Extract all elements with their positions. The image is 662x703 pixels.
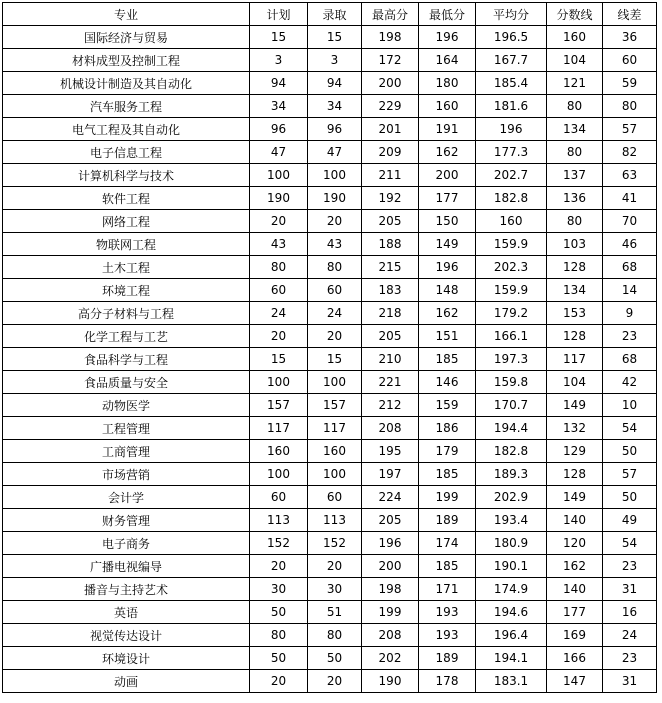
- cell-min-score: 162: [419, 302, 476, 325]
- cell-max-score: 208: [362, 624, 419, 647]
- cell-avg-score: 196.4: [476, 624, 547, 647]
- cell-diff: 9: [603, 302, 657, 325]
- cell-cutoff: 121: [547, 72, 603, 95]
- cell-admitted: 43: [308, 233, 362, 256]
- cell-min-score: 189: [419, 647, 476, 670]
- cell-diff: 68: [603, 256, 657, 279]
- cell-max-score: 229: [362, 95, 419, 118]
- cell-admitted: 20: [308, 325, 362, 348]
- cell-major: 财务管理: [3, 509, 250, 532]
- cell-min-score: 178: [419, 670, 476, 693]
- cell-avg-score: 202.7: [476, 164, 547, 187]
- cell-admitted: 15: [308, 348, 362, 371]
- cell-diff: 23: [603, 555, 657, 578]
- cell-cutoff: 128: [547, 256, 603, 279]
- cell-plan: 190: [250, 187, 308, 210]
- cell-diff: 60: [603, 49, 657, 72]
- cell-plan: 30: [250, 578, 308, 601]
- cell-avg-score: 185.4: [476, 72, 547, 95]
- cell-plan: 100: [250, 463, 308, 486]
- cell-plan: 100: [250, 164, 308, 187]
- table-row: [3, 256, 657, 279]
- cell-diff: 50: [603, 440, 657, 463]
- header-cutoff: 分数线: [547, 3, 603, 26]
- cell-major: 环境设计: [3, 647, 250, 670]
- cell-diff: 63: [603, 164, 657, 187]
- table-row: [3, 325, 657, 348]
- cell-major: 播音与主持艺术: [3, 578, 250, 601]
- cell-cutoff: 129: [547, 440, 603, 463]
- table-row: [3, 555, 657, 578]
- cell-avg-score: 159.9: [476, 279, 547, 302]
- cell-avg-score: 194.6: [476, 601, 547, 624]
- cell-plan: 34: [250, 95, 308, 118]
- cell-min-score: 196: [419, 256, 476, 279]
- cell-max-score: 205: [362, 325, 419, 348]
- cell-cutoff: 153: [547, 302, 603, 325]
- cell-admitted: 80: [308, 256, 362, 279]
- cell-max-score: 188: [362, 233, 419, 256]
- cell-major: 工程管理: [3, 417, 250, 440]
- cell-diff: 31: [603, 670, 657, 693]
- cell-avg-score: 194.4: [476, 417, 547, 440]
- cell-cutoff: 80: [547, 141, 603, 164]
- cell-max-score: 221: [362, 371, 419, 394]
- admission-score-table: [2, 2, 657, 693]
- cell-max-score: 196: [362, 532, 419, 555]
- table-row: [3, 210, 657, 233]
- cell-cutoff: 128: [547, 463, 603, 486]
- cell-admitted: 24: [308, 302, 362, 325]
- cell-admitted: 3: [308, 49, 362, 72]
- cell-avg-score: 170.7: [476, 394, 547, 417]
- table-row: [3, 49, 657, 72]
- cell-major: 机械设计制造及其自动化: [3, 72, 250, 95]
- table-row: [3, 670, 657, 693]
- cell-max-score: 211: [362, 164, 419, 187]
- cell-cutoff: 160: [547, 26, 603, 49]
- cell-major: 软件工程: [3, 187, 250, 210]
- cell-diff: 54: [603, 532, 657, 555]
- cell-min-score: 148: [419, 279, 476, 302]
- cell-diff: 57: [603, 463, 657, 486]
- cell-min-score: 174: [419, 532, 476, 555]
- cell-admitted: 60: [308, 279, 362, 302]
- header-major: 专业: [3, 3, 250, 26]
- cell-cutoff: 104: [547, 371, 603, 394]
- cell-major: 市场营销: [3, 463, 250, 486]
- table-row: [3, 440, 657, 463]
- cell-avg-score: 196: [476, 118, 547, 141]
- cell-min-score: 196: [419, 26, 476, 49]
- table-row: [3, 164, 657, 187]
- cell-min-score: 193: [419, 624, 476, 647]
- cell-min-score: 151: [419, 325, 476, 348]
- cell-diff: 49: [603, 509, 657, 532]
- table-row: [3, 509, 657, 532]
- score-table-container: [2, 2, 657, 693]
- cell-avg-score: 196.5: [476, 26, 547, 49]
- cell-major: 视觉传达设计: [3, 624, 250, 647]
- cell-diff: 70: [603, 210, 657, 233]
- cell-admitted: 47: [308, 141, 362, 164]
- cell-max-score: 197: [362, 463, 419, 486]
- table-body: [3, 26, 657, 693]
- cell-plan: 100: [250, 371, 308, 394]
- cell-max-score: 208: [362, 417, 419, 440]
- cell-major: 电子商务: [3, 532, 250, 555]
- table-row: [3, 624, 657, 647]
- cell-plan: 60: [250, 279, 308, 302]
- cell-cutoff: 134: [547, 118, 603, 141]
- cell-min-score: 180: [419, 72, 476, 95]
- cell-admitted: 34: [308, 95, 362, 118]
- table-row: [3, 463, 657, 486]
- cell-cutoff: 162: [547, 555, 603, 578]
- cell-cutoff: 140: [547, 578, 603, 601]
- header-row: [3, 3, 657, 26]
- cell-plan: 3: [250, 49, 308, 72]
- table-row: [3, 348, 657, 371]
- cell-admitted: 80: [308, 624, 362, 647]
- cell-cutoff: 169: [547, 624, 603, 647]
- cell-avg-score: 182.8: [476, 440, 547, 463]
- table-row: [3, 532, 657, 555]
- table-row: [3, 233, 657, 256]
- cell-diff: 50: [603, 486, 657, 509]
- cell-min-score: 150: [419, 210, 476, 233]
- cell-cutoff: 117: [547, 348, 603, 371]
- cell-cutoff: 149: [547, 486, 603, 509]
- header-max-score: 最高分: [362, 3, 419, 26]
- cell-admitted: 20: [308, 670, 362, 693]
- cell-admitted: 60: [308, 486, 362, 509]
- table-row: [3, 394, 657, 417]
- header-admitted: 录取: [308, 3, 362, 26]
- cell-min-score: 185: [419, 555, 476, 578]
- cell-max-score: 198: [362, 578, 419, 601]
- cell-avg-score: 194.1: [476, 647, 547, 670]
- cell-cutoff: 120: [547, 532, 603, 555]
- table-row: [3, 187, 657, 210]
- header-min-score: 最低分: [419, 3, 476, 26]
- cell-admitted: 30: [308, 578, 362, 601]
- cell-plan: 47: [250, 141, 308, 164]
- cell-cutoff: 80: [547, 210, 603, 233]
- cell-cutoff: 103: [547, 233, 603, 256]
- cell-plan: 80: [250, 256, 308, 279]
- table-row: [3, 141, 657, 164]
- cell-diff: 59: [603, 72, 657, 95]
- cell-max-score: 200: [362, 72, 419, 95]
- cell-major: 动物医学: [3, 394, 250, 417]
- cell-cutoff: 147: [547, 670, 603, 693]
- cell-max-score: 224: [362, 486, 419, 509]
- cell-plan: 50: [250, 647, 308, 670]
- cell-admitted: 100: [308, 463, 362, 486]
- header-diff: 线差: [603, 3, 657, 26]
- cell-major: 材料成型及控制工程: [3, 49, 250, 72]
- cell-major: 食品科学与工程: [3, 348, 250, 371]
- cell-plan: 160: [250, 440, 308, 463]
- cell-min-score: 199: [419, 486, 476, 509]
- cell-diff: 42: [603, 371, 657, 394]
- cell-major: 广播电视编导: [3, 555, 250, 578]
- cell-admitted: 96: [308, 118, 362, 141]
- cell-major: 化学工程与工艺: [3, 325, 250, 348]
- cell-plan: 60: [250, 486, 308, 509]
- table-row: [3, 417, 657, 440]
- cell-plan: 157: [250, 394, 308, 417]
- cell-min-score: 149: [419, 233, 476, 256]
- header-avg-score: 平均分: [476, 3, 547, 26]
- cell-diff: 54: [603, 417, 657, 440]
- cell-diff: 41: [603, 187, 657, 210]
- cell-avg-score: 179.2: [476, 302, 547, 325]
- cell-min-score: 179: [419, 440, 476, 463]
- cell-admitted: 113: [308, 509, 362, 532]
- cell-avg-score: 183.1: [476, 670, 547, 693]
- cell-major: 食品质量与安全: [3, 371, 250, 394]
- cell-major: 高分子材料与工程: [3, 302, 250, 325]
- cell-min-score: 177: [419, 187, 476, 210]
- cell-min-score: 160: [419, 95, 476, 118]
- cell-admitted: 51: [308, 601, 362, 624]
- cell-major: 会计学: [3, 486, 250, 509]
- cell-major: 英语: [3, 601, 250, 624]
- cell-plan: 43: [250, 233, 308, 256]
- cell-cutoff: 134: [547, 279, 603, 302]
- cell-plan: 20: [250, 325, 308, 348]
- cell-avg-score: 166.1: [476, 325, 547, 348]
- cell-avg-score: 160: [476, 210, 547, 233]
- cell-max-score: 215: [362, 256, 419, 279]
- cell-cutoff: 177: [547, 601, 603, 624]
- cell-min-score: 171: [419, 578, 476, 601]
- cell-avg-score: 190.1: [476, 555, 547, 578]
- cell-diff: 23: [603, 325, 657, 348]
- table-row: [3, 578, 657, 601]
- cell-admitted: 50: [308, 647, 362, 670]
- cell-max-score: 192: [362, 187, 419, 210]
- cell-max-score: 218: [362, 302, 419, 325]
- table-row: [3, 279, 657, 302]
- cell-max-score: 210: [362, 348, 419, 371]
- cell-min-score: 159: [419, 394, 476, 417]
- cell-avg-score: 182.8: [476, 187, 547, 210]
- cell-avg-score: 181.6: [476, 95, 547, 118]
- cell-max-score: 209: [362, 141, 419, 164]
- cell-diff: 16: [603, 601, 657, 624]
- cell-diff: 10: [603, 394, 657, 417]
- cell-diff: 80: [603, 95, 657, 118]
- cell-min-score: 200: [419, 164, 476, 187]
- cell-plan: 152: [250, 532, 308, 555]
- cell-major: 电子信息工程: [3, 141, 250, 164]
- cell-avg-score: 167.7: [476, 49, 547, 72]
- cell-plan: 20: [250, 210, 308, 233]
- cell-major: 动画: [3, 670, 250, 693]
- table-row: [3, 302, 657, 325]
- table-row: [3, 26, 657, 49]
- cell-max-score: 212: [362, 394, 419, 417]
- cell-plan: 20: [250, 555, 308, 578]
- cell-diff: 24: [603, 624, 657, 647]
- cell-avg-score: 193.4: [476, 509, 547, 532]
- cell-plan: 15: [250, 26, 308, 49]
- table-row: [3, 371, 657, 394]
- cell-diff: 31: [603, 578, 657, 601]
- table-row: [3, 95, 657, 118]
- cell-plan: 24: [250, 302, 308, 325]
- cell-min-score: 186: [419, 417, 476, 440]
- cell-min-score: 189: [419, 509, 476, 532]
- cell-admitted: 100: [308, 164, 362, 187]
- cell-diff: 57: [603, 118, 657, 141]
- cell-plan: 15: [250, 348, 308, 371]
- cell-avg-score: 174.9: [476, 578, 547, 601]
- cell-cutoff: 137: [547, 164, 603, 187]
- cell-admitted: 152: [308, 532, 362, 555]
- cell-avg-score: 189.3: [476, 463, 547, 486]
- table-row: [3, 601, 657, 624]
- cell-max-score: 183: [362, 279, 419, 302]
- cell-avg-score: 177.3: [476, 141, 547, 164]
- cell-admitted: 117: [308, 417, 362, 440]
- cell-major: 国际经济与贸易: [3, 26, 250, 49]
- cell-admitted: 160: [308, 440, 362, 463]
- cell-min-score: 185: [419, 463, 476, 486]
- cell-min-score: 185: [419, 348, 476, 371]
- cell-min-score: 191: [419, 118, 476, 141]
- cell-max-score: 202: [362, 647, 419, 670]
- cell-plan: 117: [250, 417, 308, 440]
- cell-major: 环境工程: [3, 279, 250, 302]
- cell-major: 工商管理: [3, 440, 250, 463]
- cell-diff: 46: [603, 233, 657, 256]
- cell-admitted: 20: [308, 210, 362, 233]
- cell-cutoff: 149: [547, 394, 603, 417]
- cell-plan: 113: [250, 509, 308, 532]
- cell-admitted: 100: [308, 371, 362, 394]
- table-row: [3, 647, 657, 670]
- cell-diff: 36: [603, 26, 657, 49]
- cell-major: 土木工程: [3, 256, 250, 279]
- cell-plan: 94: [250, 72, 308, 95]
- cell-cutoff: 166: [547, 647, 603, 670]
- cell-major: 网络工程: [3, 210, 250, 233]
- cell-plan: 80: [250, 624, 308, 647]
- cell-cutoff: 80: [547, 95, 603, 118]
- cell-avg-score: 202.3: [476, 256, 547, 279]
- cell-plan: 20: [250, 670, 308, 693]
- cell-avg-score: 202.9: [476, 486, 547, 509]
- cell-diff: 68: [603, 348, 657, 371]
- table-row: [3, 118, 657, 141]
- cell-admitted: 15: [308, 26, 362, 49]
- cell-min-score: 193: [419, 601, 476, 624]
- cell-major: 汽车服务工程: [3, 95, 250, 118]
- cell-max-score: 199: [362, 601, 419, 624]
- cell-cutoff: 140: [547, 509, 603, 532]
- cell-major: 物联网工程: [3, 233, 250, 256]
- cell-avg-score: 197.3: [476, 348, 547, 371]
- cell-max-score: 190: [362, 670, 419, 693]
- cell-diff: 14: [603, 279, 657, 302]
- cell-avg-score: 180.9: [476, 532, 547, 555]
- cell-max-score: 205: [362, 509, 419, 532]
- cell-avg-score: 159.9: [476, 233, 547, 256]
- cell-major: 计算机科学与技术: [3, 164, 250, 187]
- cell-admitted: 190: [308, 187, 362, 210]
- cell-diff: 82: [603, 141, 657, 164]
- cell-avg-score: 159.8: [476, 371, 547, 394]
- cell-diff: 23: [603, 647, 657, 670]
- cell-major: 电气工程及其自动化: [3, 118, 250, 141]
- cell-admitted: 20: [308, 555, 362, 578]
- cell-admitted: 94: [308, 72, 362, 95]
- cell-min-score: 146: [419, 371, 476, 394]
- cell-max-score: 172: [362, 49, 419, 72]
- cell-admitted: 157: [308, 394, 362, 417]
- cell-max-score: 200: [362, 555, 419, 578]
- cell-plan: 96: [250, 118, 308, 141]
- cell-cutoff: 104: [547, 49, 603, 72]
- cell-max-score: 198: [362, 26, 419, 49]
- cell-max-score: 195: [362, 440, 419, 463]
- cell-min-score: 162: [419, 141, 476, 164]
- cell-cutoff: 132: [547, 417, 603, 440]
- cell-min-score: 164: [419, 49, 476, 72]
- cell-max-score: 205: [362, 210, 419, 233]
- table-row: [3, 72, 657, 95]
- header-plan: 计划: [250, 3, 308, 26]
- table-row: [3, 486, 657, 509]
- cell-cutoff: 128: [547, 325, 603, 348]
- cell-cutoff: 136: [547, 187, 603, 210]
- cell-max-score: 201: [362, 118, 419, 141]
- cell-plan: 50: [250, 601, 308, 624]
